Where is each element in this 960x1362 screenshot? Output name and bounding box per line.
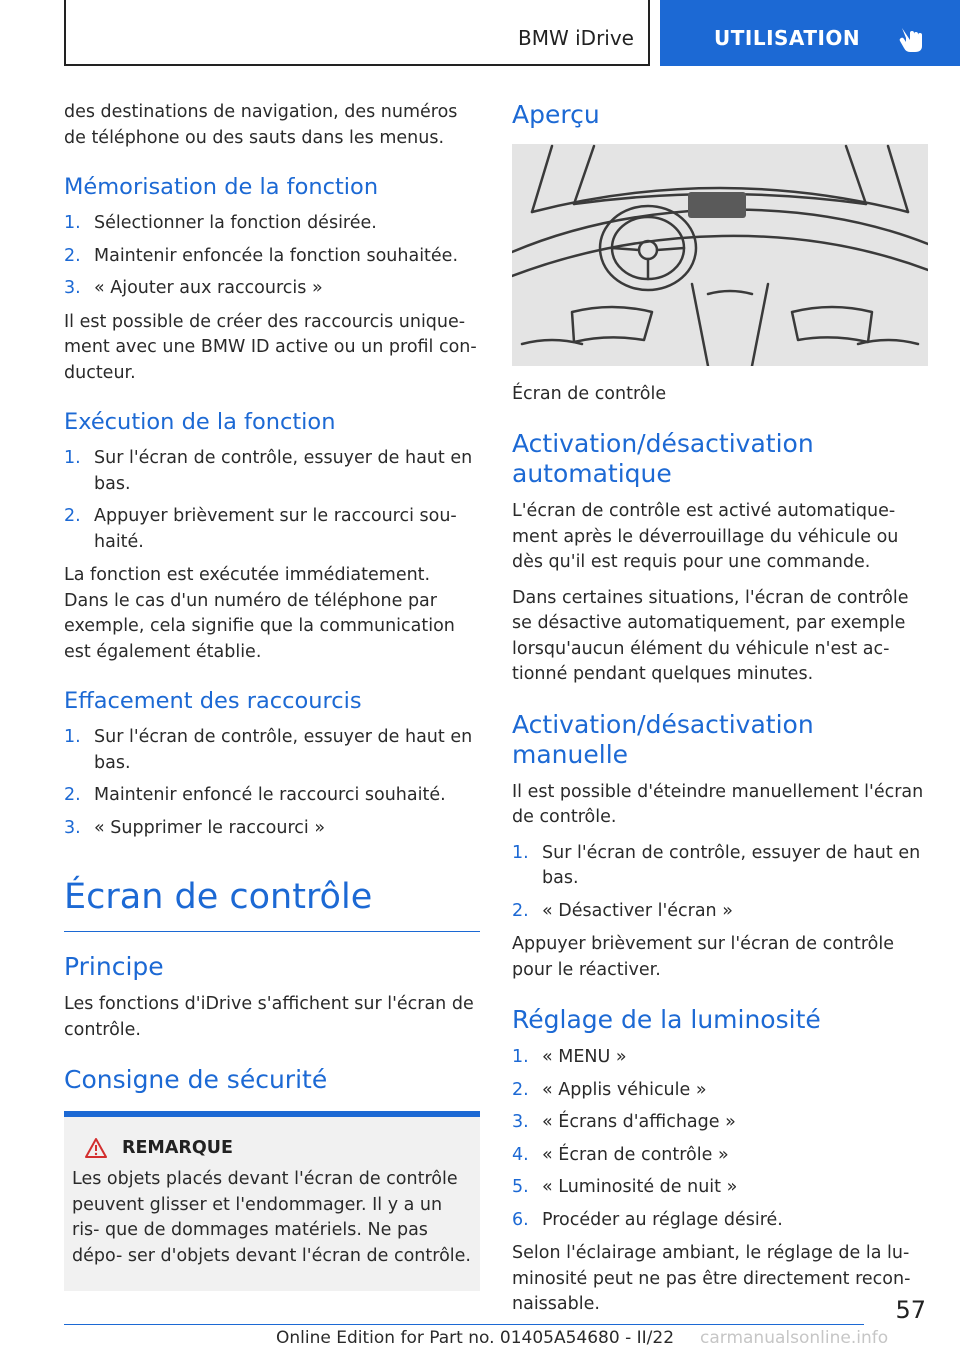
list-item: 2. « Désactiver l'écran » xyxy=(512,900,733,921)
section-rule xyxy=(64,931,480,932)
manual-after: Appuyer brièvement sur l'écran de contrôle pour le réactiver. xyxy=(512,934,895,980)
header-section-box xyxy=(64,0,650,66)
brightness-after: Selon l'éclairage ambiant, le réglage de la lu- minosité peut ne pas être directement recon- naissable. xyxy=(512,1243,911,1314)
list-item: 2. Appuyer brièvement sur le raccourci sou- haité. xyxy=(64,506,457,552)
warning-note-box xyxy=(64,1111,480,1291)
note-text: Les objets placés devant l'écran de contrôle peuvent glisser et l'endommager. Il y a un ris- que de dommages matériels. Ne pas dépo- ser d'objets devant l'écran de contrôle. xyxy=(72,1169,471,1266)
manual-heading: Activation/désactivation manuelle xyxy=(512,709,814,769)
list-item: 1. « MENU » xyxy=(512,1047,627,1067)
footer-watermark[interactable]: carmanualsonline.info xyxy=(700,1328,889,1348)
memo-note-paragraph: Il est possible de créer des raccourcis unique- ment avec une BMW ID active ou un profil con- ducteur. xyxy=(64,311,477,383)
left-column xyxy=(64,100,480,1291)
manual-steps xyxy=(512,841,928,925)
list-item: 4. « Écran de contrôle » xyxy=(512,1144,729,1165)
list-item: 1. Sur l'écran de contrôle, essuyer de haut en bas. xyxy=(64,448,473,494)
delete-heading: Effacement des raccourcis xyxy=(64,688,362,714)
pointing-hand-icon xyxy=(896,24,924,54)
list-item: 1. Sélectionner la fonction désirée. xyxy=(64,213,377,233)
list-item: 1. Sur l'écran de contrôle, essuyer de haut en bas. xyxy=(64,727,473,773)
list-item: 1. Sur l'écran de contrôle, essuyer de haut en bas. xyxy=(512,842,921,888)
brightness-heading: Réglage de la luminosité xyxy=(512,1005,821,1034)
header-chapter-tab[interactable] xyxy=(660,0,960,66)
footer-rule xyxy=(64,1324,864,1325)
note-header xyxy=(72,1137,472,1159)
dashboard-drawing xyxy=(512,144,928,366)
exec-heading: Exécution de la fonction xyxy=(64,409,336,435)
auto-paragraph-2: Dans certaines situations, l'écran de contrôle se désactive automatiquement, par exemple lorsqu'aucun élément du véhicule n'est ac- tionné pendant quelques minutes. xyxy=(512,587,909,684)
list-item: 2. Maintenir enfoncée la fonction souhaitée. xyxy=(64,245,459,266)
list-item: 6. Procéder au réglage désiré. xyxy=(512,1209,783,1230)
control-display-shape xyxy=(688,192,746,218)
safety-heading: Consigne de sécurité xyxy=(64,1065,328,1094)
header-chapter-label: UTILISATION xyxy=(714,26,861,50)
right-column xyxy=(512,100,928,1328)
auto-heading: Activation/désactivation automatique xyxy=(512,429,814,488)
principle-paragraph: Les fonctions d'iDrive s'affichent sur l'écran de contrôle. xyxy=(64,994,474,1040)
intro-paragraph: des destinations de navigation, des numéros de téléphone ou des sauts dans les menus. xyxy=(64,102,458,148)
page-number: 57 xyxy=(895,1296,926,1324)
principle-heading: Principe xyxy=(64,952,164,981)
auto-paragraph-1: L'écran de contrôle est activé automatique- ment après le déverrouillage du véhicule ou dès qu'il est requis pour une commande. xyxy=(512,501,899,572)
list-item: 2. Maintenir enfoncé le raccourci souhaité. xyxy=(64,785,446,805)
section-title: Écran de contrôle xyxy=(64,877,373,917)
memo-steps xyxy=(64,211,480,302)
manual-intro: Il est possible d'éteindre manuellement l'écran de contrôle. xyxy=(512,781,924,827)
delete-steps xyxy=(64,725,480,841)
list-item: 3. « Supprimer le raccourci » xyxy=(64,817,326,838)
list-item: 5. « Luminosité de nuit » xyxy=(512,1177,738,1197)
list-item: 3. « Écrans d'affichage » xyxy=(512,1112,736,1132)
exec-steps xyxy=(64,446,480,555)
brightness-steps xyxy=(512,1045,928,1233)
memo-heading: Mémorisation de la fonction xyxy=(64,174,379,200)
dashboard-illustration xyxy=(512,144,928,366)
list-item: 3. « Ajouter aux raccourcis » xyxy=(64,278,323,298)
figure-caption: Écran de contrôle xyxy=(512,384,667,404)
exec-result-paragraph: La fonction est exécutée immédiatement. Dans le cas d'un numéro de téléphone par exemple, cela signifie que la communication est également établie. xyxy=(64,565,455,662)
header-section-title: BMW iDrive xyxy=(518,26,634,50)
overview-heading: Aperçu xyxy=(512,100,600,129)
note-label: REMARQUE xyxy=(122,1138,233,1158)
footer-edition: Online Edition for Part no. 01405A54680 - II/22 xyxy=(276,1328,675,1348)
warning-triangle-icon xyxy=(84,1137,108,1159)
list-item: 2. « Applis véhicule » xyxy=(512,1079,707,1100)
